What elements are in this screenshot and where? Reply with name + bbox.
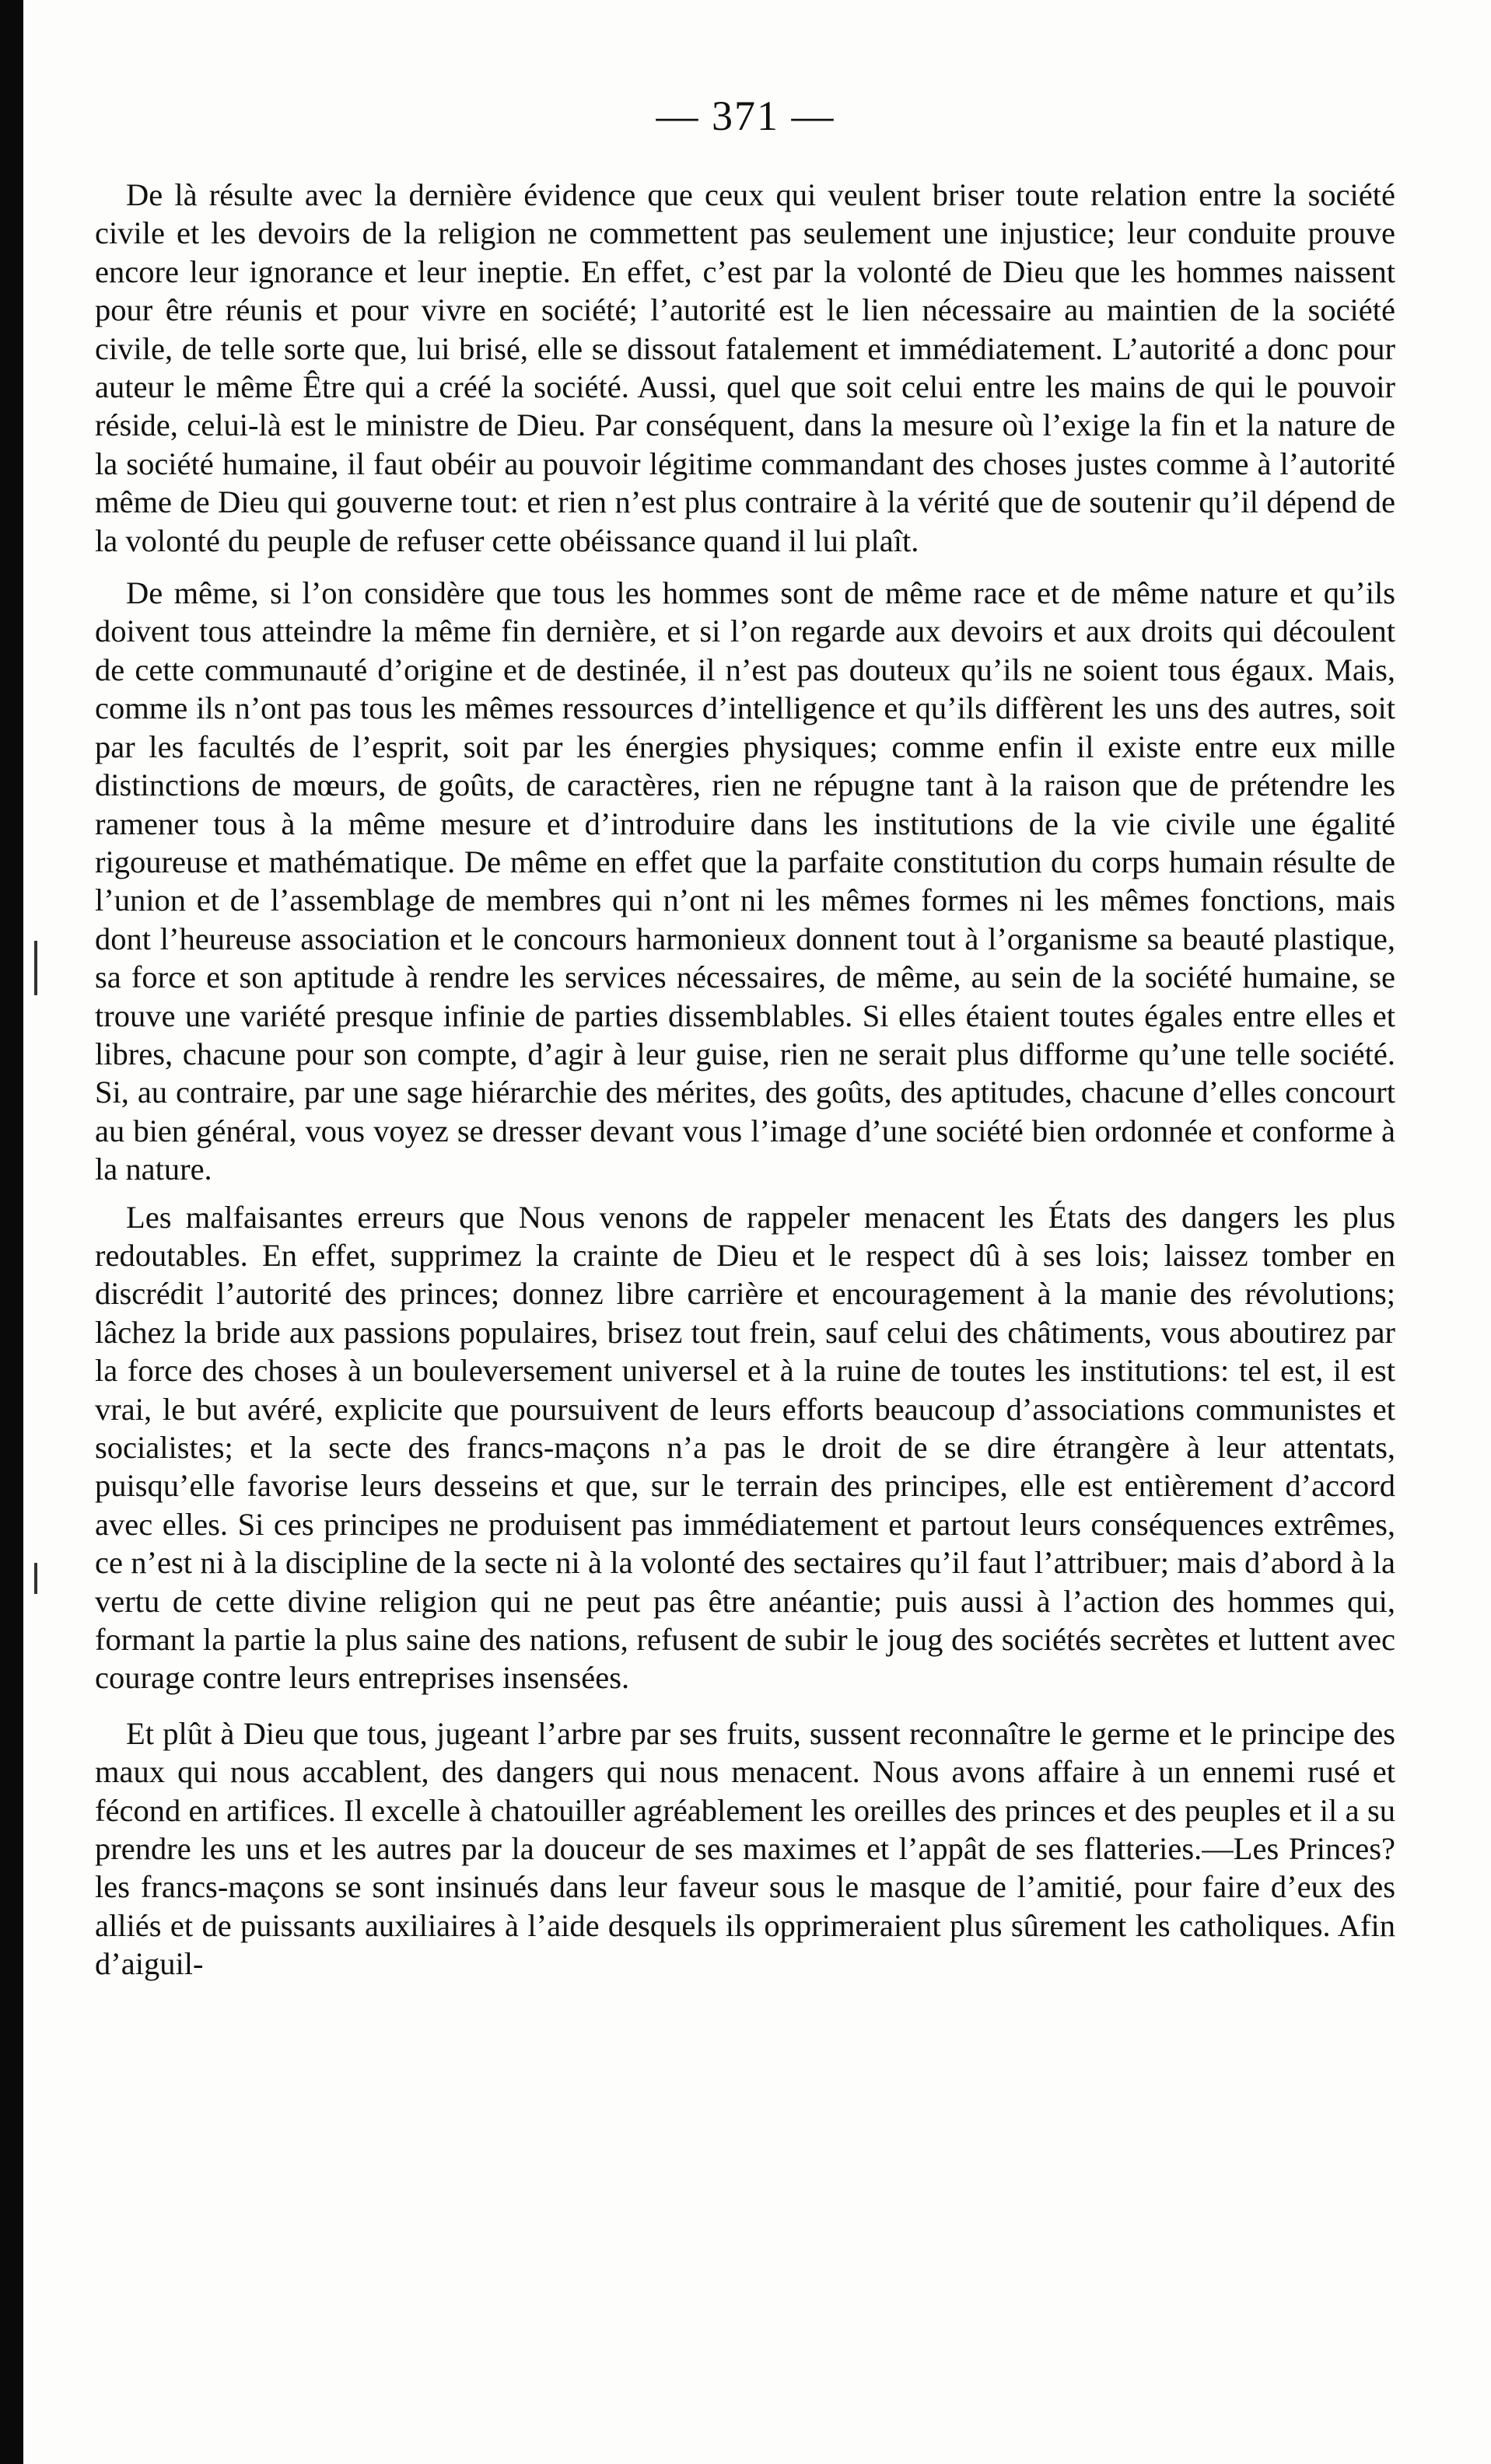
paragraph: De là résulte avec la dernière évidence que ceux qui veulent briser toute relation entre la société civile et les devoirs de la religion ne commettent pas seulement une injustice; leur conduite prouve encore leur ignorance et leur ineptie. En effet, c’est par la volonté de Dieu que les hommes naissent pour être réunis et pour vivre en société; l’autorité est le lien nécessaire au maintien de la société civile, de telle sorte que, lui brisé, elle se dissout fatalement et immédiatement. L’autorité a donc pour auteur le même Être qui a créé la société. Aussi, quel que soit celui entre les mains de qui le pouvoir réside, celui-là est le ministre de Dieu. Par conséquent, dans la mesure où l’exige la fin et la nature de la société humaine, il faut obéir au pouvoir légitime commandant des choses justes comme à l’autorité même de Dieu qui gouverne tout: et rien n’est plus contraire à la vérité que de soutenir qu’il dépend de la volonté du peuple de refuser cette obéissance quand il lui plaît. [95, 177, 1395, 558]
paragraph: De même, si l’on considère que tous les hommes sont de même race et de même nature et qu’ils doivent tous atteindre la même fin dernière, et si l’on regarde aux devoirs et aux droits qui découlent de cette communauté d’origine et de destinée, il n’est pas douteux qu’ils ne soient tous égaux. Mais, comme ils n’ont pas tous les mêmes ressources d’intelligence et qu’ils diffèrent les uns des autres, soit par les facultés de l’esprit, soit par les énergies physiques; comme enfin il existe entre eux mille distinctions de mœurs, de goûts, de caractères, rien ne répugne tant à la raison que de prétendre les ramener tous à la même mesure et d’introduire dans les institutions de la vie civile une égalité rigoureuse et mathématique. De même en effet que la parfaite constitution du corps humain résulte de l’union et de l’assemblage de membres qui n’ont ni les mêmes formes ni les mêmes fonctions, mais dont l’heureuse association et le concours harmonieux donnent tout à l’organisme sa beauté plastique, sa force et son aptitude à rendre les services nécessaires, de même, au sein de la société humaine, se trouve une variété presque infinie de parties dissemblables. Si elles étaient toutes égales entre elles et libres, chacune pour son compte, d’agir à leur guise, rien ne serait plus difforme qu’une telle société. Si, au contraire, par une sage hiérarchie des mérites, des goûts, des aptitudes, chacune d’elles concourt au bien général, vous voyez se dresser devant vous l’image d’une société bien ordonnée et conforme à la nature. [95, 575, 1395, 1187]
scan-mark [34, 1563, 37, 1594]
paragraph: Et plût à Dieu que tous, jugeant l’arbre par ses fruits, sussent reconnaître le germe et le principe des maux qui nous accablent, des dangers qui nous menacent. Nous avons affaire à un ennemi rusé et fécond en artifices. Il excelle à chatouiller agréablement les oreilles des princes et des peuples et il a su prendre les uns et les autres par la douceur de ses maximes et l’appât de ses flatteries.—Les Princes? les francs-maçons se sont insinués dans leur faveur sous le masque de l’amitié, pour faire d’eux des alliés et de puissants auxiliaires à l’aide desquels ils opprimeraient plus sûrement les catholiques. Afin d’aiguil- [95, 1715, 1395, 1982]
scan-mark [34, 941, 37, 995]
body-text [95, 176, 1395, 1983]
page-binding-edge [0, 0, 23, 2464]
paragraph: Les malfaisantes erreurs que Nous venons de rappeler menacent les États des dangers les plus redoutables. En effet, supprimez la crainte de Dieu et le respect dû à ses lois; laissez tomber en discrédit l’autorité des princes; donnez libre carrière et encouragement à la manie des révolutions; lâchez la bride aux passions populaires, brisez tout frein, sauf celui des châtiments, vous aboutirez par la force des choses à un bouleversement universel et à la ruine de toutes les institutions: tel est, il est vrai, le but avéré, explicite que poursuivent de leurs efforts beaucoup d’associations communistes et socialistes; et la secte des francs-maçons n’a pas le droit de se dire étrangère à leur attentats, puisqu’elle favorise leurs desseins et que, sur le terrain des principes, elle est entièrement d’accord avec elles. Si ces principes ne produisent pas immédiatement et partout leurs conséquences extrêmes, ce n’est ni à la discipline de la secte ni à la volonté des sectaires qu’il faut l’attribuer; mais d’abord à la vertu de cette divine religion qui ne peut pas être anéantie; puis aussi à l’action des hommes qui, formant la partie la plus saine des nations, refusent de subir le joug des sociétés secrètes et luttent avec courage contre leurs entreprises insensées. [95, 1199, 1395, 1696]
page-number: — 371 — [656, 93, 835, 139]
